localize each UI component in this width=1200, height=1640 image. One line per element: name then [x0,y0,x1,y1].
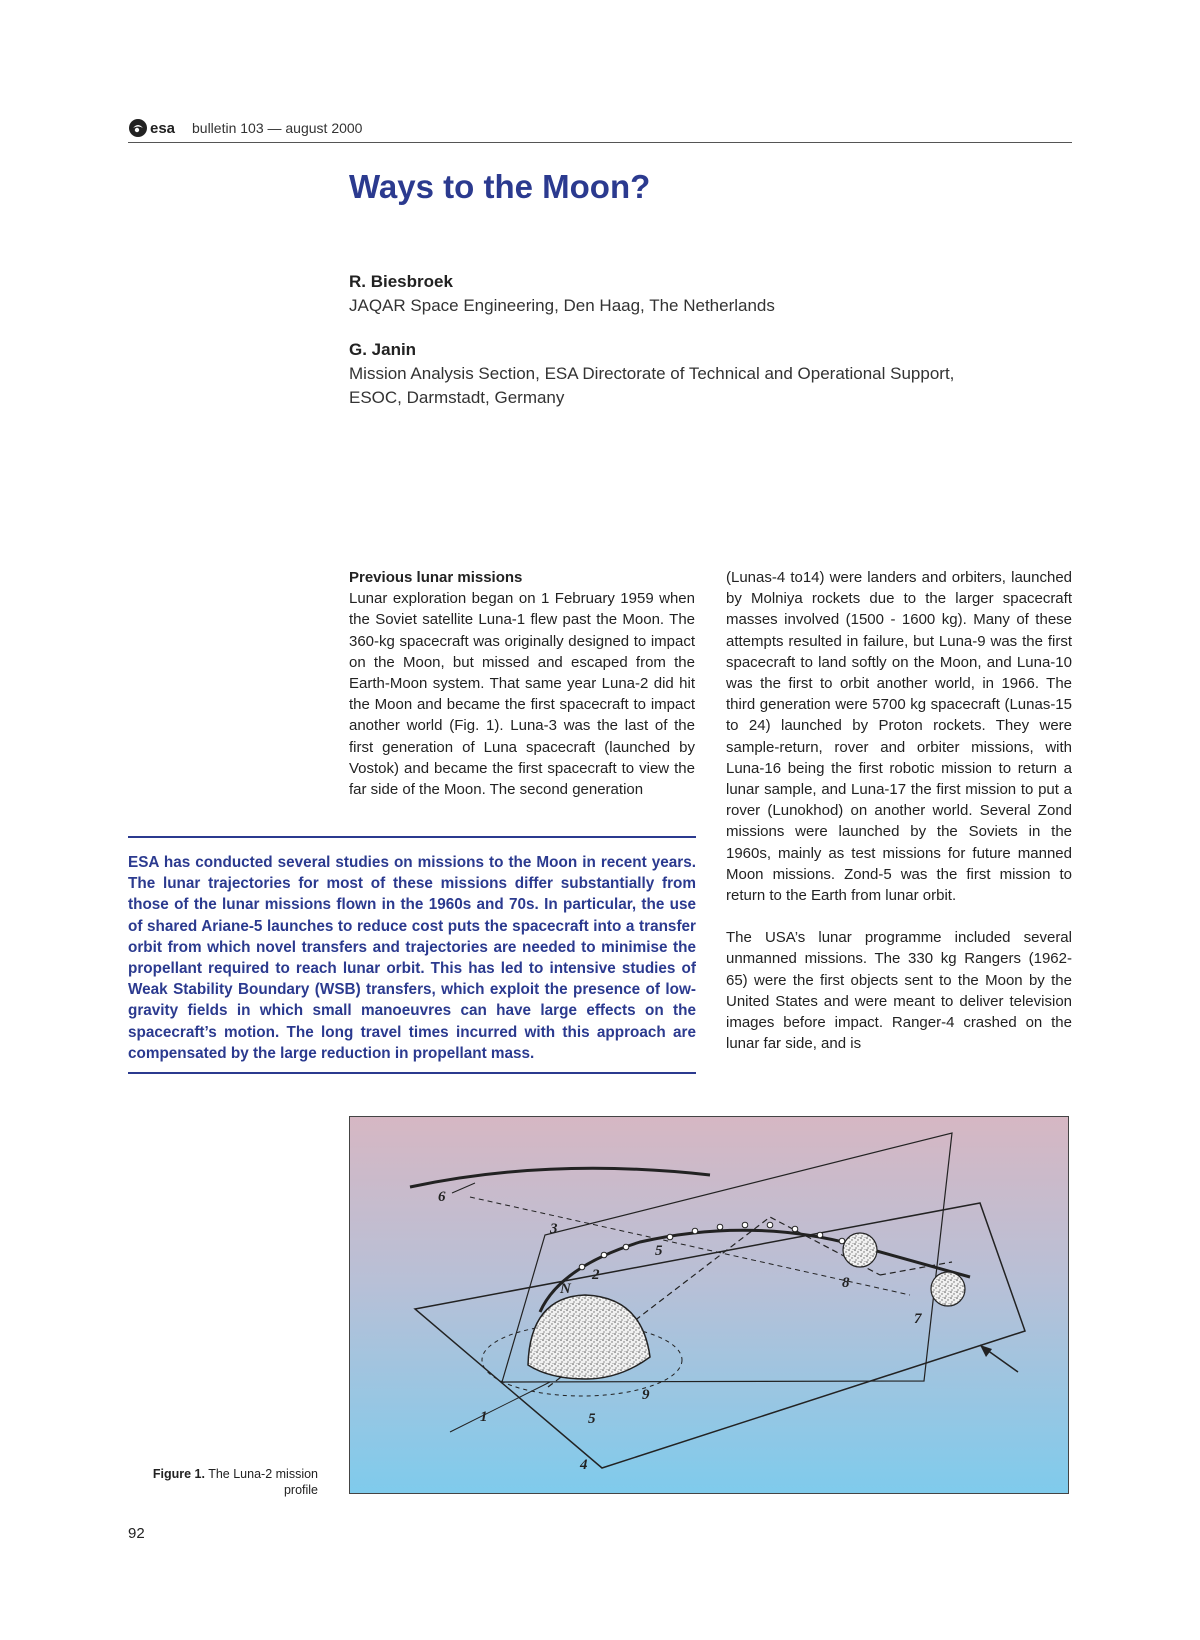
arrow-head-icon [980,1345,992,1357]
author-block [349,338,954,410]
figure-label-n: N [560,1281,571,1297]
figure-label-9: 9 [642,1387,650,1403]
body-paragraph: Lunar exploration began on 1 February 1959 when the Soviet satellite Luna-1 flew past the Moon. The 360-kg spacecraft was originally designed to impact on the Moon, but missed and escaped from the Earth-Moon system. That same year Luna-2 did hit the Moon and became the first spacecraft to impact another world (Fig. 1). Luna-3 was the last of the first generation of Luna spacecraft (launched by Vostok) and became the first spacecraft to view the far side of the Moon. The second generation [349,590,695,799]
earth [528,1295,650,1379]
figure-label-2: 2 [592,1267,600,1283]
moon-position-7 [931,1272,965,1306]
figure-caption [128,1466,318,1498]
trajectory-markers [579,1222,845,1270]
figure-label-1: 1 [480,1409,488,1425]
label-leader [450,1382,550,1432]
body-column-1 [349,567,695,800]
esa-logo-icon [128,118,148,138]
article-title: Ways to the Moon? [349,168,651,205]
body-column-2 [726,567,1072,1054]
figure-number: Figure 1. [152,1467,205,1481]
body-paragraph: The USA’s lunar programme included several unmanned missions. The 330 kg Rangers (1962-65) were the first objects sent to the Moon by the United States and were meant to deliver television images before impact. Ranger-4 crashed on the lunar far side, and is [726,929,1072,1053]
mission-diagram [350,1117,1069,1494]
logo-text: esa [150,119,176,137]
section-heading: Previous lunar missions [349,569,523,586]
abstract-top-rule [128,836,696,838]
figure-label-3: 3 [550,1221,558,1237]
figure-label-7: 7 [914,1311,922,1327]
figure-label-5b: 5 [588,1411,596,1427]
bulletin-issue: bulletin 103 — august 2000 [192,120,363,136]
page-header [128,118,1072,143]
author-affiliation: JAQAR Space Engineering, Den Haag, The Netherlands [349,296,775,315]
author-affiliation: ESOC, Darmstadt, Germany [349,388,565,407]
figure-label-4: 4 [580,1457,588,1473]
abstract-text: ESA has conducted several studies on missions to the Moon in recent years. The lunar trajectories for most of these missions differ substantially from those of the lunar missions flown in the 1960s and 70s. In particular, the use of shared Ariane-5 launches to reduce cost puts the spacecraft into a transfer orbit from which novel transfers and trajectories are needed to minimise the propellant required to reach lunar orbit. This has led to intensive studies of Weak Stability Boundary (WSB) transfers, which exploit the presence of low-gravity fields in which small manoeuvres can have large effects on the spacecraft’s motion. The long travel times incurred with this approach are compensated by the large reduction in propellant mass. [128,854,696,1062]
label-leader [452,1183,475,1193]
figure-luna2-profile [349,1116,1069,1494]
author-block [349,270,775,318]
author-name: R. Biesbroek [349,272,453,291]
figure-label-8: 8 [842,1275,850,1291]
figure-caption-text: The Luna-2 mission profile [208,1467,318,1497]
moon-position-8 [843,1233,877,1267]
page-number: 92 [128,1525,145,1542]
author-name: G. Janin [349,340,417,359]
abstract [128,840,696,1074]
author-affiliation: Mission Analysis Section, ESA Directorate of Technical and Operational Support, [349,364,955,383]
body-paragraph: (Lunas-4 to14) were landers and orbiters, launched by Molniya rockets due to the larger spacecraft masses involved (1500 - 1600 kg). Many of these attempts resulted in failure, but Luna-9 was the first spacecraft to land softly on the Moon, and Luna-10 was the first to orbit another world, in 1966. The third generation were 5700 kg spacecraft (Lunas-15 to 24) launched by Proton rockets. They were sample-return, rover and orbiter missions, with Luna-16 being the first robotic mission to return a lunar sample, and Luna-17 the first mission to put a rover (Lunokhod) on another world. Several Zond missions were launched by the Soviets in the 1960s, mainly as test missions for future manned Moon missions. Zond-5 was the first mission to return to the Earth from lunar orbit. [726,569,1072,905]
trajectory-luna-1 [410,1168,710,1187]
esa-logo [128,118,175,138]
orbital-plane [415,1203,1025,1468]
figure-label-6: 6 [438,1189,446,1205]
figure-label-5: 5 [655,1243,663,1259]
